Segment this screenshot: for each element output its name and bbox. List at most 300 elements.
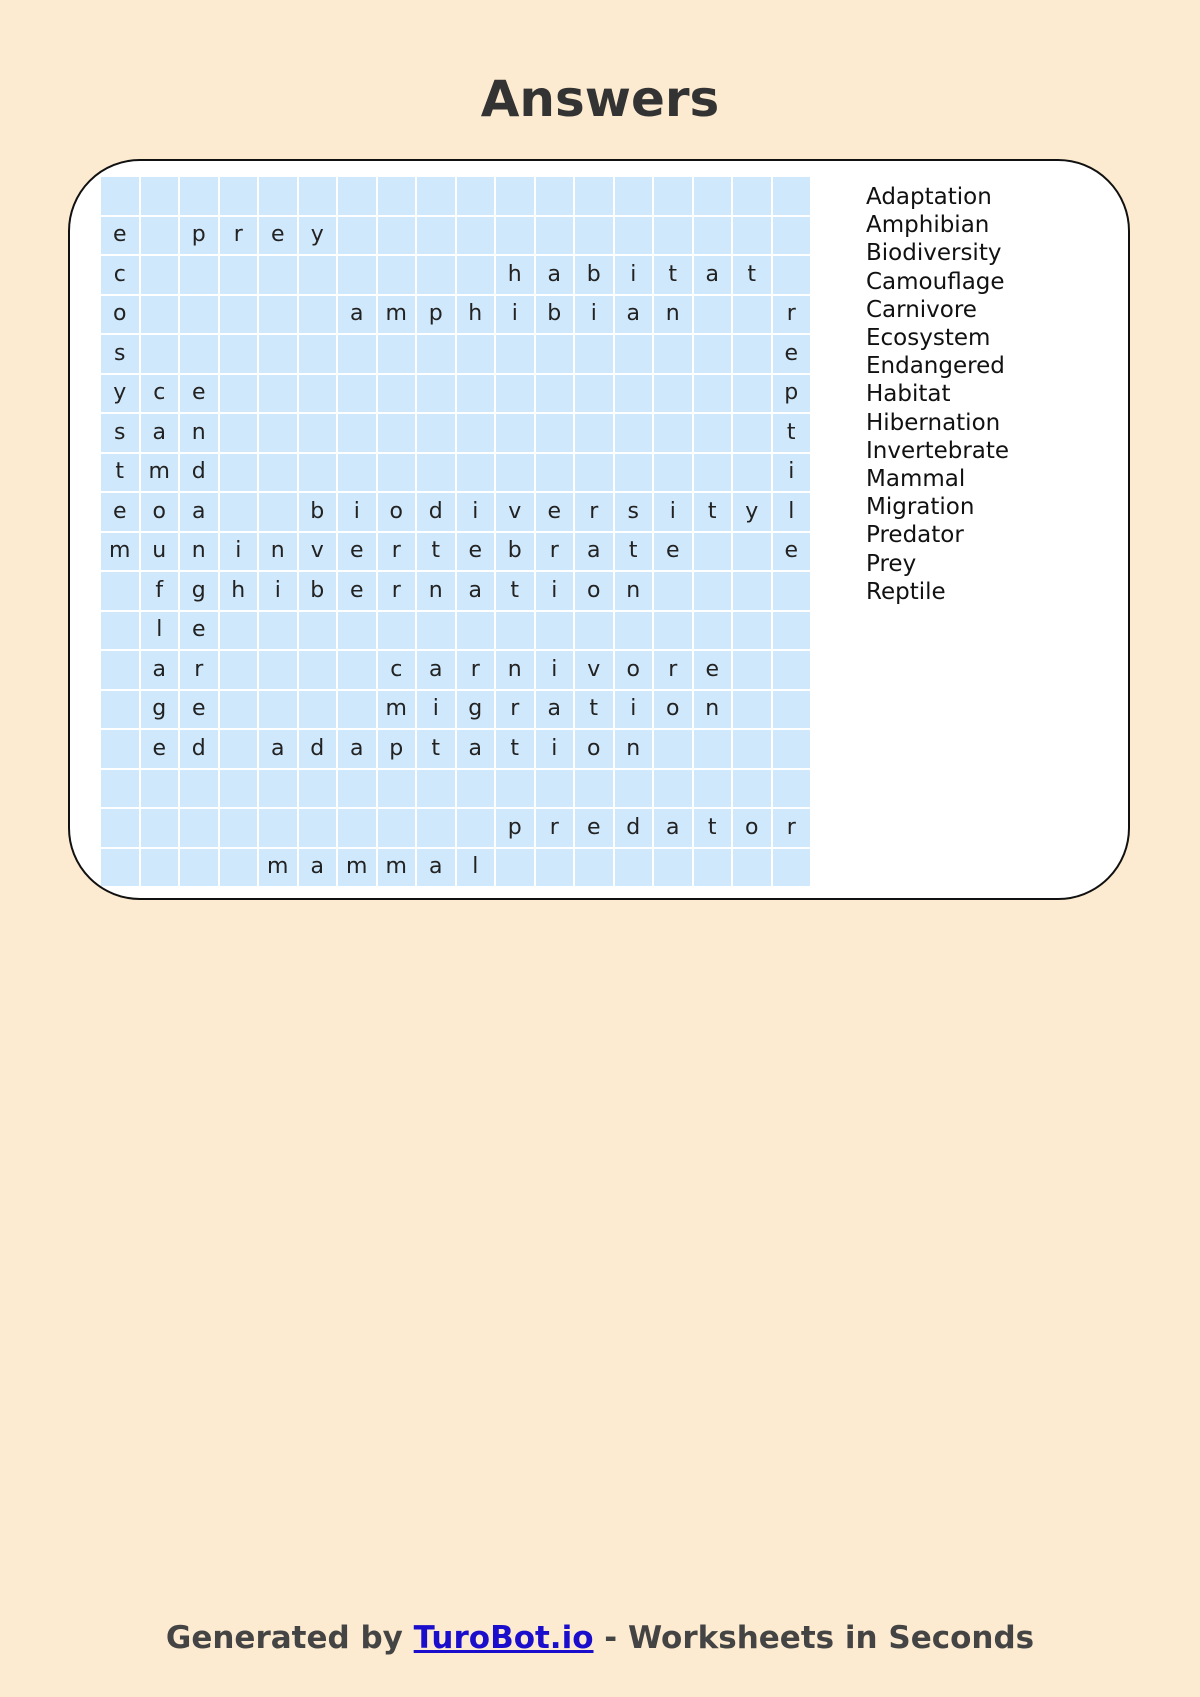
grid-cell: [654, 414, 692, 452]
grid-cell: [299, 375, 337, 413]
grid-cell: [299, 454, 337, 492]
grid-cell: e: [536, 493, 574, 531]
grid-cell: [575, 375, 613, 413]
grid-cell: p: [773, 375, 811, 413]
grid-cell: b: [299, 493, 337, 531]
grid-cell: [259, 651, 297, 689]
grid-cell: [457, 770, 495, 808]
grid-cell: [417, 414, 455, 452]
grid-cell: a: [457, 730, 495, 768]
grid-cell: v: [299, 533, 337, 571]
grid-cell: [694, 533, 732, 571]
word-list-item: Reptile: [866, 578, 946, 605]
grid-cell: [694, 730, 732, 768]
grid-cell: [338, 217, 376, 255]
grid-cell: [259, 691, 297, 729]
grid-cell: a: [575, 533, 613, 571]
word-list-item: Biodiversity: [866, 240, 1002, 267]
grid-cell: [101, 651, 139, 689]
grid-cell: [733, 217, 771, 255]
grid-cell: [733, 296, 771, 334]
grid-cell: [733, 849, 771, 887]
grid-cell: n: [694, 691, 732, 729]
grid-cell: v: [496, 493, 534, 531]
grid-cell: n: [180, 414, 218, 452]
grid-cell: [101, 730, 139, 768]
grid-cell: [299, 256, 337, 294]
grid-cell: [299, 809, 337, 847]
grid-cell: [378, 809, 416, 847]
grid-cell: [496, 177, 534, 215]
grid-cell: [338, 335, 376, 373]
grid-cell: t: [615, 533, 653, 571]
grid-cell: i: [496, 296, 534, 334]
word-list-item: Ecosystem: [866, 325, 991, 352]
grid-cell: [180, 177, 218, 215]
grid-cell: [773, 177, 811, 215]
grid-cell: o: [141, 493, 179, 531]
word-list-item: Prey: [866, 550, 917, 577]
grid-cell: [654, 375, 692, 413]
grid-cell: m: [101, 533, 139, 571]
grid-cell: i: [773, 454, 811, 492]
grid-cell: p: [180, 217, 218, 255]
grid-cell: [180, 770, 218, 808]
grid-cell: h: [496, 256, 534, 294]
grid-cell: a: [299, 849, 337, 887]
grid-cell: [338, 414, 376, 452]
grid-cell: [141, 335, 179, 373]
grid-cell: [338, 454, 376, 492]
grid-cell: c: [101, 256, 139, 294]
grid-cell: i: [220, 533, 258, 571]
grid-cell: [536, 375, 574, 413]
grid-cell: l: [773, 493, 811, 531]
grid-cell: [694, 414, 732, 452]
grid-cell: [654, 612, 692, 650]
grid-cell: i: [615, 256, 653, 294]
footer: [0, 1618, 1200, 1658]
grid-cell: [654, 454, 692, 492]
grid-cell: [496, 612, 534, 650]
grid-cell: m: [141, 454, 179, 492]
grid-cell: [615, 770, 653, 808]
grid-cell: e: [338, 533, 376, 571]
grid-cell: a: [654, 809, 692, 847]
grid-cell: i: [654, 493, 692, 531]
grid-cell: [220, 414, 258, 452]
grid-cell: [338, 612, 376, 650]
word-list-item: Predator: [866, 522, 964, 549]
grid-cell: [615, 612, 653, 650]
grid-cell: [773, 651, 811, 689]
grid-cell: [338, 256, 376, 294]
grid-cell: [575, 770, 613, 808]
grid-cell: [536, 849, 574, 887]
grid-cell: [299, 177, 337, 215]
grid-cell: r: [378, 533, 416, 571]
grid-cell: [773, 849, 811, 887]
grid-cell: [694, 296, 732, 334]
grid-cell: [496, 454, 534, 492]
grid-cell: [338, 809, 376, 847]
grid-cell: o: [575, 572, 613, 610]
grid-cell: [259, 770, 297, 808]
grid-cell: [338, 177, 376, 215]
grid-cell: e: [575, 809, 613, 847]
grid-cell: [141, 177, 179, 215]
grid-cell: r: [536, 533, 574, 571]
grid-cell: d: [180, 730, 218, 768]
grid-cell: [141, 770, 179, 808]
grid-cell: r: [773, 296, 811, 334]
grid-cell: [417, 177, 455, 215]
grid-cell: h: [457, 296, 495, 334]
grid-cell: u: [141, 533, 179, 571]
grid-cell: e: [101, 493, 139, 531]
grid-cell: [220, 296, 258, 334]
grid-cell: [299, 296, 337, 334]
grid-cell: [220, 256, 258, 294]
grid-cell: g: [457, 691, 495, 729]
grid-cell: [733, 651, 771, 689]
grid-cell: t: [575, 691, 613, 729]
grid-cell: m: [378, 296, 416, 334]
grid-cell: t: [417, 533, 455, 571]
grid-cell: y: [101, 375, 139, 413]
grid-cell: [773, 691, 811, 729]
grid-cell: [457, 375, 495, 413]
footer-suffix: - Worksheets in Seconds: [593, 1620, 1035, 1656]
grid-cell: [101, 572, 139, 610]
grid-cell: [575, 414, 613, 452]
grid-cell: [417, 256, 455, 294]
grid-cell: [259, 177, 297, 215]
grid-cell: r: [457, 651, 495, 689]
grid-cell: f: [141, 572, 179, 610]
grid-cell: a: [141, 651, 179, 689]
grid-cell: v: [575, 651, 613, 689]
grid-cell: s: [101, 414, 139, 452]
word-list-item: Invertebrate: [866, 437, 1010, 464]
grid-cell: [773, 730, 811, 768]
grid-cell: t: [496, 572, 534, 610]
grid-cell: [694, 612, 732, 650]
grid-cell: [299, 691, 337, 729]
word-list-item: Amphibian: [866, 212, 990, 239]
grid-cell: [299, 651, 337, 689]
grid-cell: n: [654, 296, 692, 334]
grid-cell: t: [496, 730, 534, 768]
grid-cell: n: [180, 533, 218, 571]
grid-cell: [694, 177, 732, 215]
word-search-grid: [101, 177, 810, 886]
grid-cell: t: [654, 256, 692, 294]
grid-cell: [259, 493, 297, 531]
grid-cell: r: [180, 651, 218, 689]
grid-cell: d: [180, 454, 218, 492]
grid-cell: o: [615, 651, 653, 689]
grid-cell: [299, 335, 337, 373]
grid-cell: [694, 217, 732, 255]
word-list-item: Carnivore: [866, 296, 977, 323]
grid-cell: e: [180, 691, 218, 729]
grid-cell: e: [773, 335, 811, 373]
grid-cell: [496, 849, 534, 887]
grid-cell: t: [417, 730, 455, 768]
grid-cell: b: [299, 572, 337, 610]
grid-cell: m: [378, 691, 416, 729]
grid-cell: a: [338, 296, 376, 334]
grid-cell: a: [180, 493, 218, 531]
grid-cell: [733, 454, 771, 492]
grid-cell: [180, 335, 218, 373]
grid-cell: [733, 375, 771, 413]
grid-cell: [694, 335, 732, 373]
grid-cell: [733, 770, 771, 808]
grid-cell: s: [615, 493, 653, 531]
grid-cell: [101, 612, 139, 650]
grid-cell: [496, 375, 534, 413]
grid-cell: [536, 177, 574, 215]
grid-cell: [299, 612, 337, 650]
grid-cell: [141, 217, 179, 255]
grid-cell: [378, 414, 416, 452]
grid-cell: [220, 651, 258, 689]
grid-cell: [299, 770, 337, 808]
grid-cell: [417, 335, 455, 373]
grid-cell: b: [496, 533, 534, 571]
grid-cell: i: [536, 730, 574, 768]
grid-cell: [575, 177, 613, 215]
grid-cell: [575, 612, 613, 650]
grid-cell: l: [457, 849, 495, 887]
grid-cell: a: [694, 256, 732, 294]
grid-cell: r: [575, 493, 613, 531]
grid-cell: r: [220, 217, 258, 255]
grid-cell: e: [180, 375, 218, 413]
word-list-item: Hibernation: [866, 409, 1001, 436]
grid-cell: e: [180, 612, 218, 650]
grid-cell: i: [259, 572, 297, 610]
word-list-item: Endangered: [866, 353, 1005, 380]
grid-cell: [141, 256, 179, 294]
grid-cell: [536, 217, 574, 255]
grid-cell: [654, 770, 692, 808]
grid-cell: [457, 454, 495, 492]
grid-cell: [575, 849, 613, 887]
grid-cell: m: [378, 849, 416, 887]
grid-cell: a: [338, 730, 376, 768]
grid-cell: [259, 335, 297, 373]
grid-cell: i: [615, 691, 653, 729]
grid-cell: [220, 612, 258, 650]
grid-cell: [220, 375, 258, 413]
grid-cell: e: [338, 572, 376, 610]
grid-cell: [259, 414, 297, 452]
grid-cell: [220, 809, 258, 847]
grid-cell: d: [615, 809, 653, 847]
grid-cell: [378, 256, 416, 294]
grid-cell: [694, 375, 732, 413]
grid-cell: [338, 691, 376, 729]
grid-cell: [378, 335, 416, 373]
grid-cell: [259, 612, 297, 650]
grid-cell: [101, 691, 139, 729]
grid-cell: [615, 375, 653, 413]
grid-cell: [457, 217, 495, 255]
grid-cell: [180, 256, 218, 294]
grid-cell: [378, 375, 416, 413]
grid-cell: i: [457, 493, 495, 531]
grid-cell: [259, 256, 297, 294]
turobot-link[interactable]: TuroBot.io: [413, 1620, 594, 1656]
grid-cell: [575, 217, 613, 255]
grid-cell: a: [536, 256, 574, 294]
grid-cell: [338, 651, 376, 689]
grid-cell: [694, 849, 732, 887]
grid-cell: [417, 770, 455, 808]
grid-cell: l: [141, 612, 179, 650]
grid-cell: [615, 217, 653, 255]
grid-cell: i: [338, 493, 376, 531]
grid-cell: [773, 217, 811, 255]
grid-cell: a: [536, 691, 574, 729]
grid-cell: y: [733, 493, 771, 531]
grid-cell: h: [220, 572, 258, 610]
grid-cell: [141, 849, 179, 887]
grid-cell: p: [496, 809, 534, 847]
grid-cell: [378, 612, 416, 650]
grid-cell: [654, 572, 692, 610]
grid-cell: p: [417, 296, 455, 334]
grid-cell: [654, 849, 692, 887]
grid-cell: t: [773, 414, 811, 452]
grid-cell: [536, 335, 574, 373]
grid-cell: [378, 454, 416, 492]
grid-cell: [733, 414, 771, 452]
grid-cell: [457, 256, 495, 294]
grid-cell: [654, 730, 692, 768]
grid-cell: [180, 809, 218, 847]
grid-cell: [615, 414, 653, 452]
grid-cell: [536, 414, 574, 452]
grid-cell: [496, 414, 534, 452]
grid-cell: r: [378, 572, 416, 610]
grid-cell: o: [654, 691, 692, 729]
grid-cell: d: [299, 730, 337, 768]
grid-cell: r: [654, 651, 692, 689]
word-list-item: Camouflage: [866, 268, 1005, 295]
page-title: Answers: [480, 70, 720, 128]
grid-cell: [417, 612, 455, 650]
grid-cell: o: [101, 296, 139, 334]
word-list-item: Migration: [866, 494, 975, 521]
grid-cell: [378, 217, 416, 255]
grid-cell: [299, 414, 337, 452]
grid-cell: [259, 454, 297, 492]
grid-cell: [773, 770, 811, 808]
grid-cell: n: [615, 572, 653, 610]
grid-cell: [220, 691, 258, 729]
grid-cell: y: [299, 217, 337, 255]
grid-cell: r: [496, 691, 534, 729]
grid-cell: [536, 454, 574, 492]
grid-cell: [654, 177, 692, 215]
grid-cell: [615, 177, 653, 215]
grid-cell: [733, 533, 771, 571]
grid-cell: [101, 177, 139, 215]
grid-cell: c: [378, 651, 416, 689]
grid-cell: [417, 375, 455, 413]
footer-prefix: Generated by: [165, 1620, 414, 1656]
grid-cell: [141, 809, 179, 847]
word-list-item: Habitat: [866, 381, 951, 408]
grid-cell: [220, 335, 258, 373]
grid-cell: [457, 177, 495, 215]
grid-cell: e: [694, 651, 732, 689]
grid-cell: [733, 335, 771, 373]
grid-cell: [220, 177, 258, 215]
grid-cell: [536, 770, 574, 808]
grid-cell: [220, 493, 258, 531]
grid-cell: [654, 217, 692, 255]
grid-cell: g: [180, 572, 218, 610]
grid-cell: [733, 572, 771, 610]
grid-cell: [694, 572, 732, 610]
grid-cell: t: [694, 493, 732, 531]
grid-cell: [180, 296, 218, 334]
grid-cell: [259, 809, 297, 847]
grid-cell: i: [536, 572, 574, 610]
grid-cell: [101, 849, 139, 887]
grid-cell: [496, 335, 534, 373]
grid-cell: p: [378, 730, 416, 768]
grid-cell: [773, 572, 811, 610]
grid-cell: [338, 770, 376, 808]
grid-cell: [101, 809, 139, 847]
grid-cell: a: [417, 651, 455, 689]
grid-cell: b: [536, 296, 574, 334]
grid-cell: o: [575, 730, 613, 768]
grid-cell: n: [615, 730, 653, 768]
grid-cell: c: [141, 375, 179, 413]
grid-cell: [457, 612, 495, 650]
grid-cell: g: [141, 691, 179, 729]
grid-cell: a: [141, 414, 179, 452]
grid-cell: [733, 691, 771, 729]
grid-cell: [457, 809, 495, 847]
grid-cell: [417, 809, 455, 847]
grid-cell: n: [259, 533, 297, 571]
grid-cell: [615, 335, 653, 373]
grid-cell: e: [773, 533, 811, 571]
grid-cell: n: [417, 572, 455, 610]
grid-cell: [615, 454, 653, 492]
grid-cell: t: [694, 809, 732, 847]
grid-cell: [417, 217, 455, 255]
grid-cell: [457, 414, 495, 452]
grid-cell: d: [417, 493, 455, 531]
grid-cell: [773, 612, 811, 650]
grid-cell: e: [654, 533, 692, 571]
grid-cell: b: [575, 256, 613, 294]
word-list: [866, 183, 1009, 606]
grid-cell: [338, 375, 376, 413]
grid-cell: [378, 770, 416, 808]
grid-cell: t: [101, 454, 139, 492]
grid-cell: [615, 849, 653, 887]
